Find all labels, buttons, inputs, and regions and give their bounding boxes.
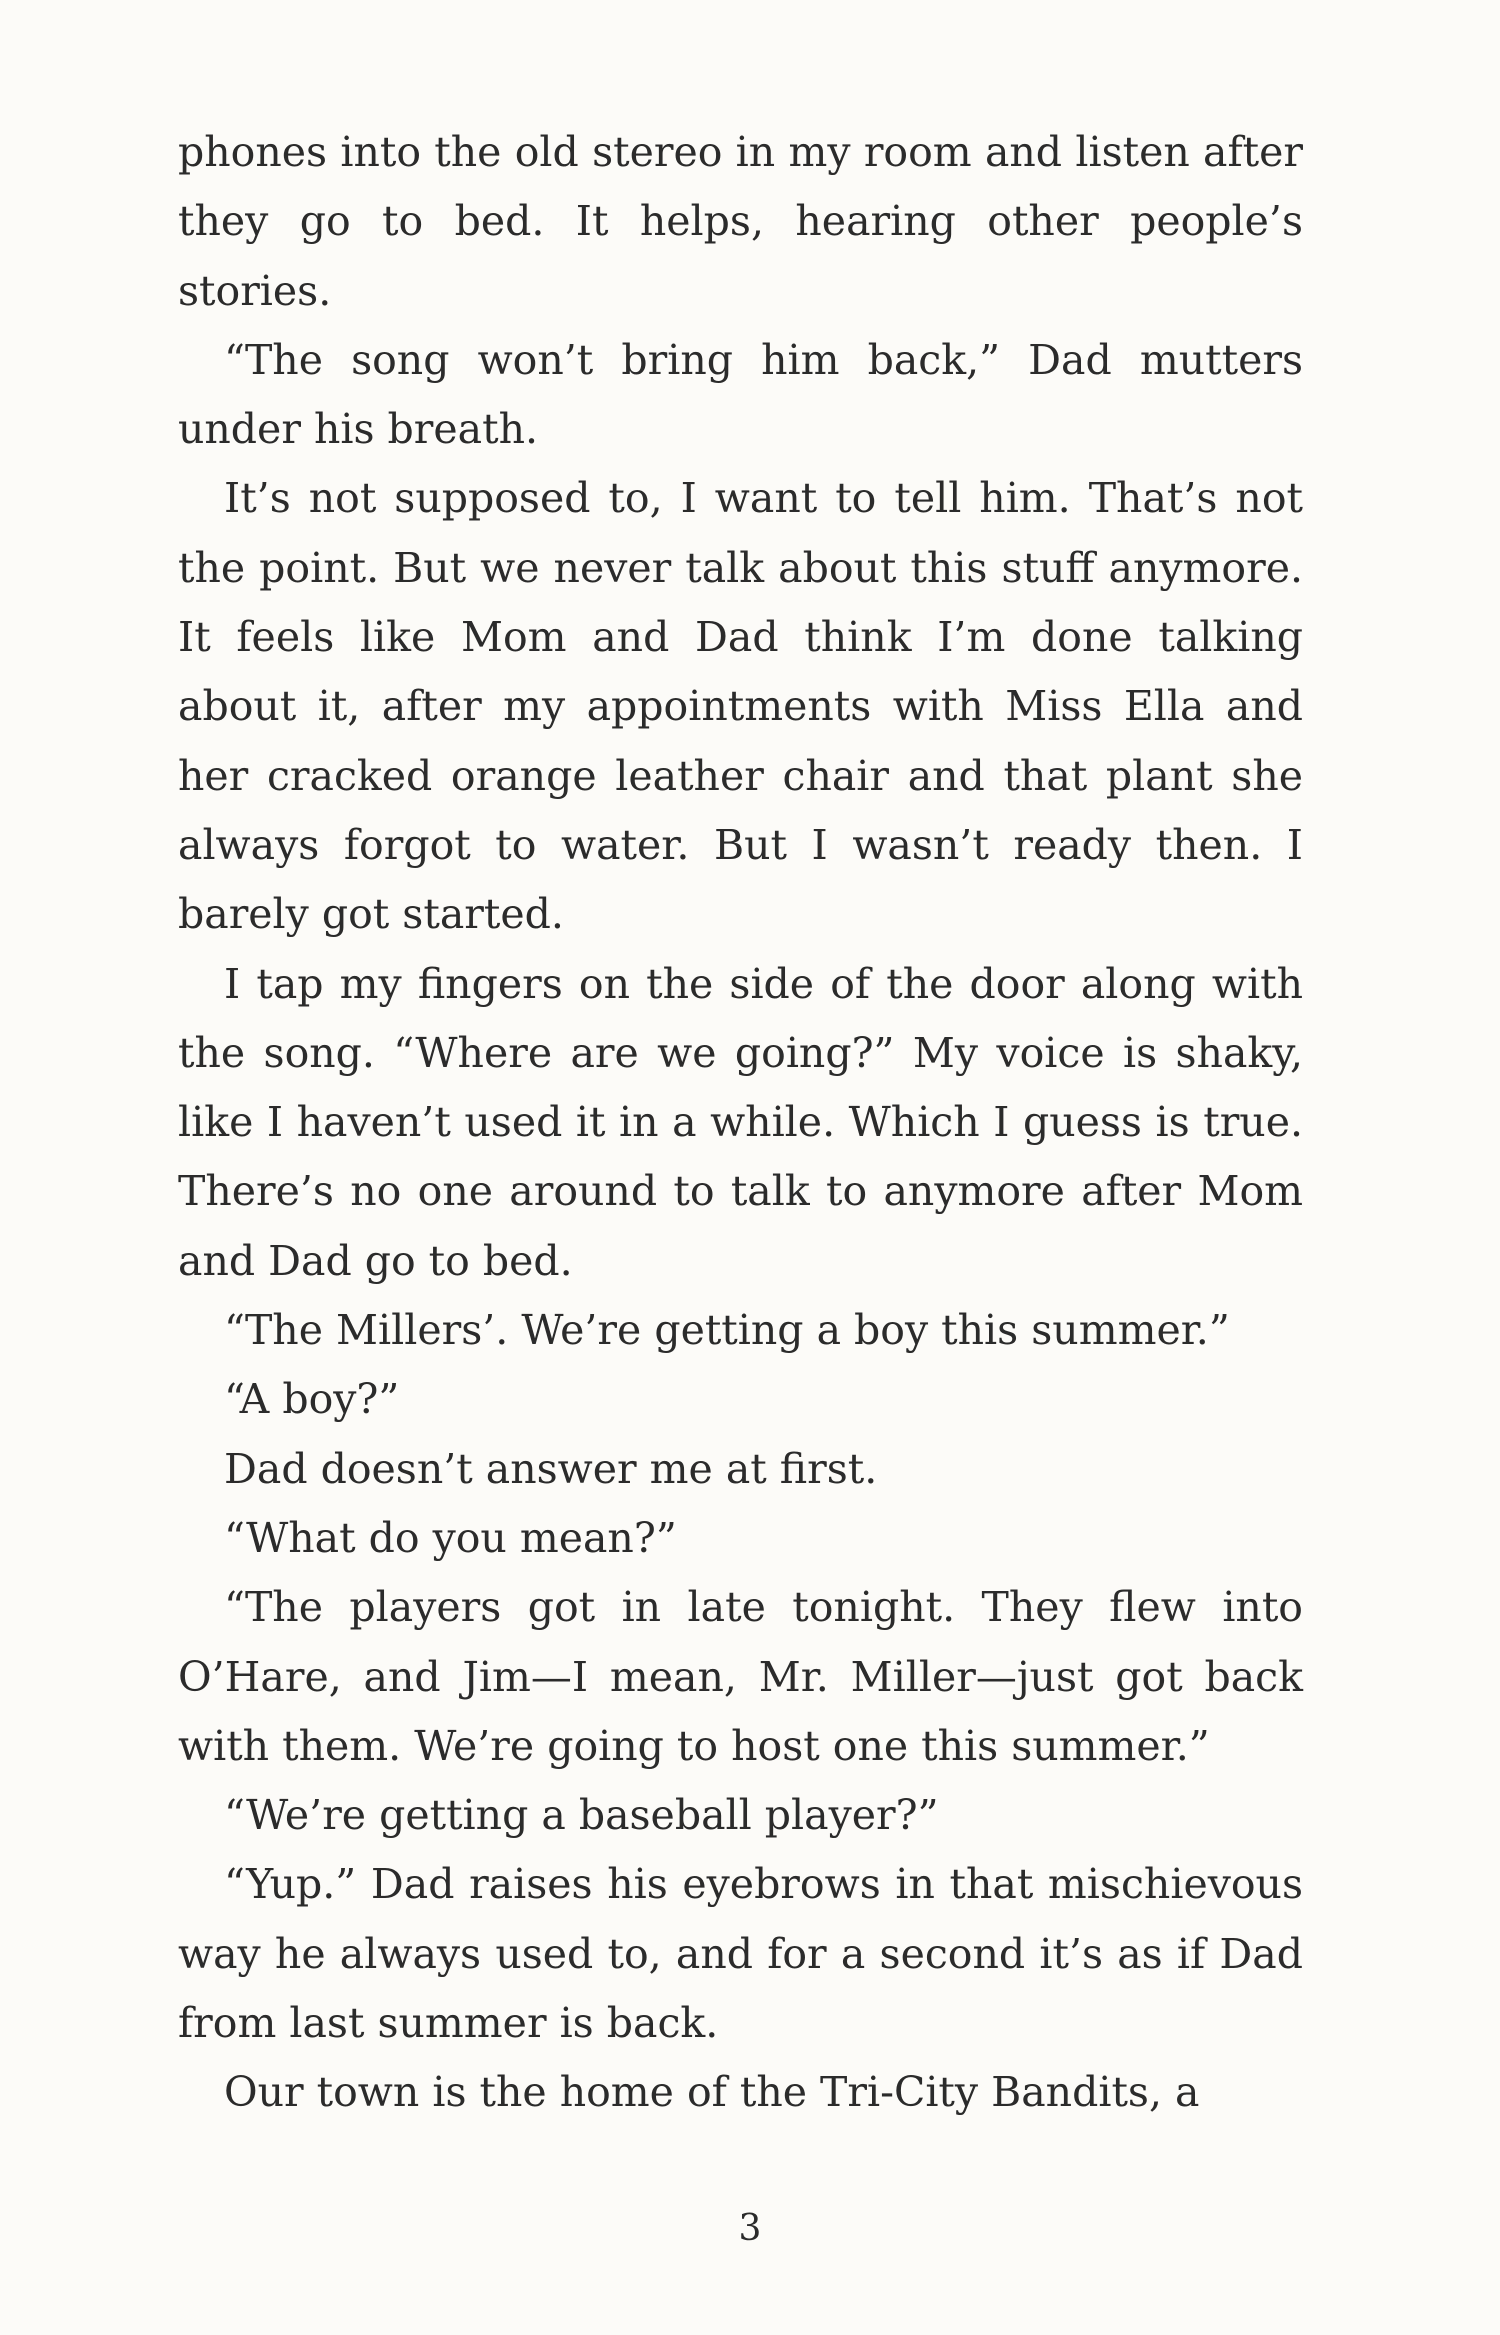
body-text: [178, 118, 1303, 2128]
paragraph: Dad doesn’t answer me at first.: [224, 1444, 878, 1493]
paragraph: “The Millers’. We’re getting a boy this summer.”: [224, 1306, 1230, 1355]
paragraph-continued: phones into the old stereo in my room and listen after they go to bed. It helps, hearing other people’s stories.: [178, 128, 1303, 315]
paragraph: “What do you mean?”: [224, 1513, 677, 1562]
paragraph: “The song won’t bring him back,” Dad mutters under his breath.: [178, 335, 1303, 454]
page-number: 3: [738, 2208, 762, 2249]
paragraph: “A boy?”: [224, 1375, 400, 1424]
paragraph: “Yup.” Dad raises his eyebrows in that mischievous way he always used to, and for a second it’s as if Dad from last summer is back.: [178, 1860, 1303, 2048]
paragraph-last: Our town is the home of the Tri-City Bandits, a: [224, 2068, 1200, 2117]
paragraph: I tap my fingers on the side of the door along with the song. “Where are we going?” My voice is shaky, like I haven’t used it in a while. Which I guess is true. There’s no one around to talk to anymore after Mom and Dad go to bed.: [178, 959, 1303, 1285]
paragraph: It’s not supposed to, I want to tell him. That’s not the point. But we never talk about this stuff anymore. It feels like Mom and Dad think I’m done talking about it, after my appointments with Miss Ella and her cracked orange leather chair and that plant she always forgot to water. But I wasn’t ready then. I barely got started.: [178, 474, 1303, 939]
paragraph: “We’re getting a baseball player?”: [224, 1791, 939, 1840]
paragraph: “The players got in late tonight. They flew into O’Hare, and Jim—I mean, Mr. Miller—just got back with them. We’re going to host one this summer.”: [178, 1583, 1303, 1770]
